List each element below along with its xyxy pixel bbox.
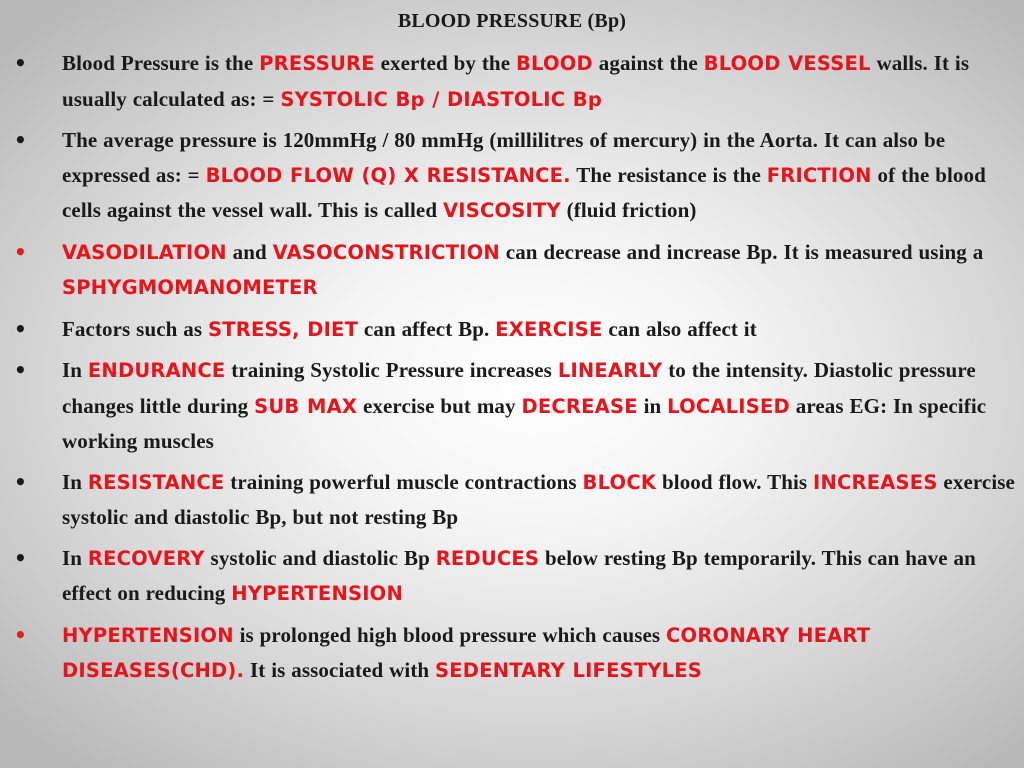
bullet-text-segment: is prolonged high blood pressure which causes (233, 622, 667, 647)
bullet-text-segment: It is associated with (244, 658, 436, 682)
bullet-text (62, 128, 986, 222)
bullet-text-segment: (fluid friction) (560, 198, 697, 222)
bullet-text-segment: training Systolic Pressure increases (225, 358, 558, 382)
bullet-marker-icon: • (14, 469, 27, 494)
highlighted-term: REDUCES (435, 546, 540, 570)
highlighted-term: BLOCK (582, 470, 657, 494)
bullet-text (62, 546, 976, 606)
bullet-text-segment: The resistance is the (570, 162, 767, 187)
bullet-marker-icon: • (14, 545, 27, 570)
highlighted-term: RESISTANCE (87, 470, 225, 494)
highlighted-term: LOCALISED (667, 394, 790, 418)
highlighted-term: HYPERTENSION (62, 623, 234, 647)
bullet-item (14, 618, 1018, 689)
bullet-text-segment: Blood Pressure is the (62, 51, 260, 75)
bullet-text-segment: Factors such as (62, 316, 209, 341)
bullet-text-segment: In (62, 469, 88, 494)
bullet-text-segment: of the blood cells against the vessel wall. This is called (62, 162, 986, 222)
bullet-item (14, 235, 1018, 306)
highlighted-term: SPHYGMOMANOMETER (62, 276, 318, 299)
bullet-marker-icon: • (14, 51, 27, 75)
bullet-text-segment: In (62, 358, 88, 382)
highlighted-term: VASOCONSTRICTION (272, 240, 500, 264)
bullet-text-segment: and (226, 239, 273, 264)
bullet-marker-icon: • (14, 316, 27, 341)
highlighted-term: SUB MAX (254, 394, 358, 418)
bullet-text-segment: can affect Bp. (358, 316, 496, 341)
bullet-text-segment: against the (592, 51, 704, 75)
bullet-marker-icon: • (14, 128, 27, 152)
highlighted-term: VISCOSITY (442, 199, 561, 222)
slide-title: BLOOD PRESSURE (Bp) (397, 10, 627, 32)
bullet-text-segment: in (637, 393, 668, 418)
bullet-text (62, 358, 986, 453)
bullet-text-segment: training powerful muscle contractions (224, 469, 583, 494)
bullet-item (14, 46, 1018, 117)
bullet-text-segment: can also affect it (602, 316, 757, 341)
bullet-text (62, 623, 870, 683)
highlighted-term: SEDENTARY LIFESTYLES (435, 659, 703, 682)
bullet-text-segment: below resting Bp temporarily. This can have an effect on reducing (62, 545, 976, 605)
bullet-text-segment: In (62, 545, 88, 570)
bullet-text-segment: walls. It is usually calculated as: = (62, 51, 970, 111)
bullet-list (14, 46, 1018, 695)
bullet-marker-icon: • (14, 239, 27, 264)
highlighted-term: DECREASE (521, 394, 638, 418)
bullet-text-segment: can decrease and increase Bp. It is measured using a (499, 239, 984, 264)
highlighted-term: BLOOD FLOW (Q) X RESISTANCE. (205, 163, 571, 187)
highlighted-term: CORONARY HEART DISEASES(CHD). (62, 623, 871, 682)
bullet-item (14, 353, 1018, 459)
bullet-item (14, 123, 1018, 229)
bullet-item (14, 312, 1018, 348)
bullet-item (14, 541, 1018, 612)
bullet-item (14, 465, 1018, 535)
bullet-text-segment: exercise systolic and diastolic Bp, but not resting Bp (62, 469, 1015, 529)
highlighted-term: BLOOD (515, 52, 593, 75)
highlighted-term: LINEARLY (557, 359, 663, 382)
bullet-marker-icon: • (14, 622, 27, 647)
bullet-text-segment: exerted by the (374, 51, 516, 75)
bullet-text-segment: areas EG: In specific working muscles (62, 393, 987, 453)
highlighted-term: SYSTOLIC Bp / DIASTOLIC Bp (280, 87, 602, 111)
bullet-text-segment: The average pressure is 120mmHg / 80 mmHg (millilitres of mercury) in the Aorta. It can also be expressed as: = (62, 128, 946, 187)
bullet-text (62, 317, 757, 341)
bullet-text-segment: blood flow. This (656, 469, 814, 494)
highlighted-term: RECOVERY (87, 546, 205, 570)
highlighted-term: ENDURANCE (87, 359, 226, 382)
highlighted-term: STRESS, DIET (208, 317, 359, 341)
bullet-text-segment: systolic and diastolic Bp (204, 545, 436, 570)
bullet-text (62, 240, 983, 300)
highlighted-term: HYPERTENSION (231, 582, 403, 605)
highlighted-term: PRESSURE (259, 52, 375, 75)
highlighted-term: EXERCISE (495, 317, 603, 341)
highlighted-term: FRICTION (766, 163, 872, 187)
bullet-text (62, 470, 1015, 530)
bullet-marker-icon: • (14, 358, 27, 382)
bullet-text (62, 51, 969, 111)
bullet-text-segment: exercise but may (357, 393, 522, 418)
highlighted-term: BLOOD VESSEL (703, 52, 871, 75)
highlighted-term: INCREASES (813, 470, 938, 494)
bullet-text-segment: to the intensity. Diastolic pressure changes little during (62, 358, 976, 418)
highlighted-term: VASODILATION (62, 240, 227, 264)
